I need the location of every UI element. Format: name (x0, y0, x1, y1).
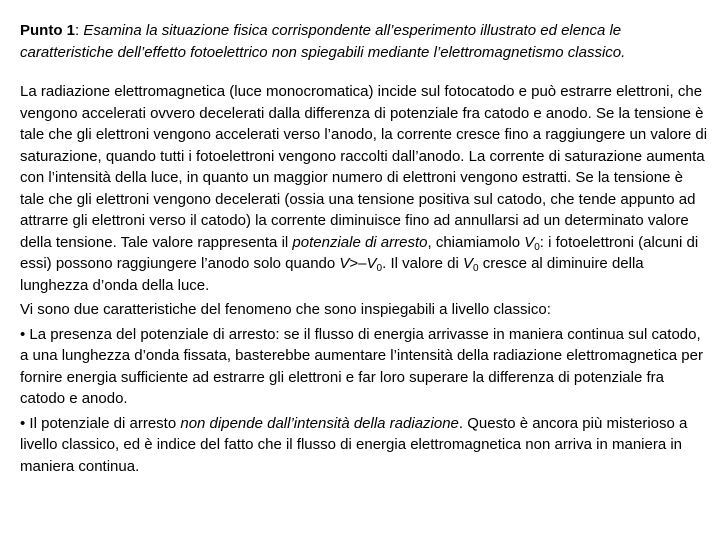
v0-symbol-second: V (462, 255, 473, 272)
task-label: Punto 1 (20, 22, 75, 39)
intro-text-part2: , chiamiamolo (427, 233, 525, 251)
bullet-item-intensity-independence (20, 413, 710, 478)
task-label-separator: : (75, 22, 84, 39)
summary-paragraph: Vi sono due caratteristiche del fenomeno che sono inspiegabili a livello classico: (20, 301, 551, 318)
stopping-potential-term: potenziale di arresto (292, 233, 428, 251)
v0-symbol: V (524, 233, 535, 251)
inequality-operator: >– (349, 255, 367, 272)
bullet-emphasis: non dipende dall’intensità della radiazione (180, 414, 459, 432)
document-page (20, 20, 710, 477)
bullet-marker: • (20, 414, 26, 432)
task-header (20, 20, 710, 64)
inequality-lhs: V (339, 255, 350, 272)
bullet-marker: • (20, 325, 26, 343)
inequality-rhs-subscript: 0 (376, 263, 383, 274)
bullet-text: La presenza del potenziale di arresto: se il flusso di energia arrivasse in maniera continua sul catodo, a una lunghezza d’onda fissata, basterebbe aumentare l’intensità della radiazione elettromagnetica per fornire energia sufficiente ad estrarre gli elettroni e far loro superare la differenza di potenziale fra catodo e anodo. (20, 325, 703, 407)
intro-text-part1: La radiazione elettromagnetica (luce monocromatica) incide sul fotocatodo e può estrarre elettroni, che vengono accelerati ovvero decelerati dalla differenza di potenziale fra catodo e anodo. Se la tensione è tale che gli elettroni vengono accelerati verso l’anodo, la corrente cresce fino a raggiungere un valore di saturazione, quando tutti i fotoelettroni vengono raccolti dall’anodo. La corrente di saturazione aumenta con l’intensità della luce, in quanto un maggior numero di elettroni vengono estratti. Se la tensione è tale che gli elettroni vengono decelerati (ossia una tensione positiva sul catodo, che tende appunto ad attrarre gli elettroni verso il catodo) la corrente diminuisce fino ad annullarsi ad un determinato valore della tensione. Tale valore rappresenta il (20, 83, 708, 251)
bullet-text-before: Il potenziale di arresto (25, 414, 181, 432)
bullet-item-stopping-potential (20, 324, 710, 410)
intro-text-part3: : i fotoelettroni (alcuni di essi) possono raggiungere l’anodo solo quando (20, 233, 699, 272)
inequality-rhs-symbol: V (366, 255, 377, 272)
intro-paragraph (20, 81, 710, 296)
intro-text-part4: . Il valore di (382, 255, 463, 272)
task-instruction: Esamina la situazione fisica corrispondente all’esperimento illustrato ed elenca le caratteristiche dell’effetto fotoelettrico non spiegabili mediante l’elettromagnetismo classico. (20, 22, 626, 61)
v0-subscript-second: 0 (473, 263, 479, 274)
v0-subscript: 0 (534, 241, 540, 253)
intro-text-part5: cresce al diminuire della lunghezza d’onda della luce. (20, 255, 644, 294)
bullet-text-after: . Questo è ancora più misterioso a livello classico, ed è indice del fatto che il flusso di energia elettromagnetica non arriva in maniera in maniera continua. (20, 414, 688, 475)
